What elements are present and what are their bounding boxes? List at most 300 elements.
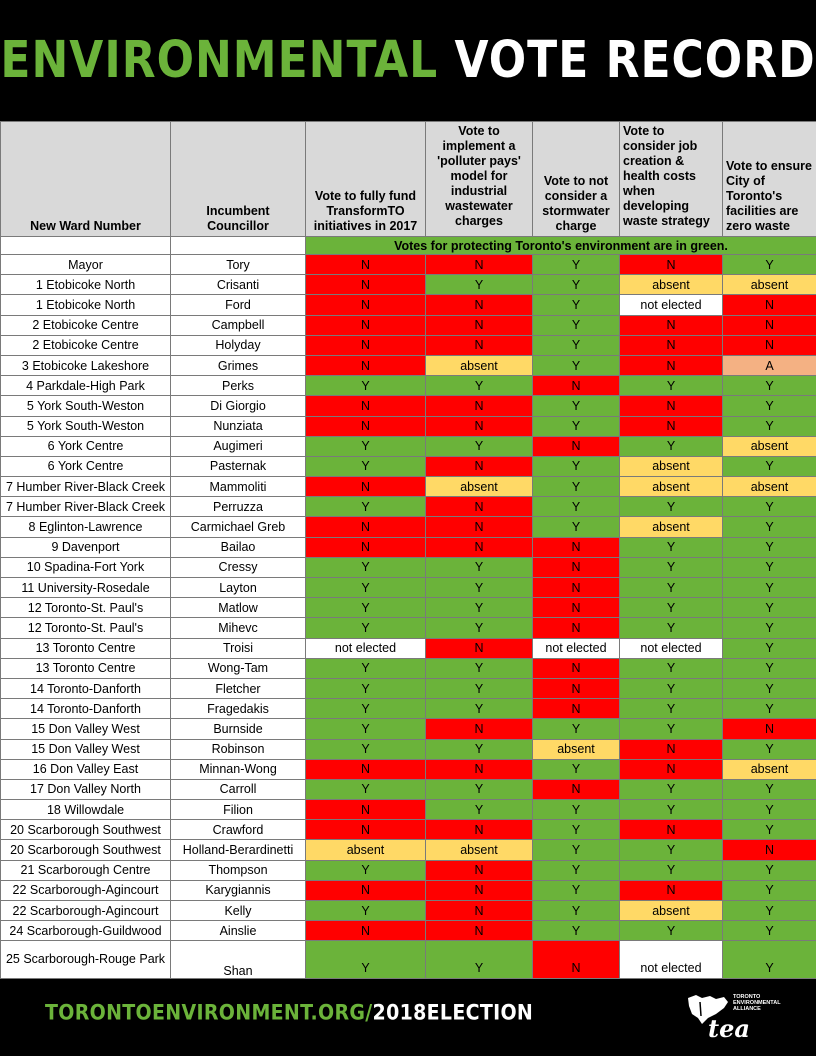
table-row <box>1 436 816 456</box>
vote-cell: N <box>723 840 816 860</box>
vote-cell: Y <box>306 557 426 577</box>
vote-cell: N <box>620 739 723 759</box>
vote-cell: Y <box>306 658 426 678</box>
vote-cell: Y <box>426 779 533 799</box>
councillor-cell: Fletcher <box>171 678 306 698</box>
councillor-cell: Holland-Berardinetti <box>171 840 306 860</box>
vote-cell: N <box>306 477 426 497</box>
ward-cell: 3 Etobicoke Lakeshore <box>1 355 171 375</box>
councillor-cell: Burnside <box>171 719 306 739</box>
ward-cell: 6 York Centre <box>1 456 171 476</box>
vote-cell: Y <box>306 436 426 456</box>
vote-cell: Y <box>723 901 816 921</box>
vote-cell: Y <box>620 658 723 678</box>
legend-row <box>1 237 816 255</box>
vote-cell: absent <box>426 840 533 860</box>
ward-cell: 18 Willowdale <box>1 800 171 820</box>
vote-cell: Y <box>533 497 620 517</box>
ward-cell: 25 Scarborough-Rouge Park <box>1 941 171 979</box>
vote-cell: N <box>723 719 816 739</box>
table-row <box>1 578 816 598</box>
ward-cell: 15 Don Valley West <box>1 719 171 739</box>
vote-cell: Y <box>533 901 620 921</box>
vote-cell: absent <box>620 275 723 295</box>
vote-cell: Y <box>723 800 816 820</box>
ward-cell: 21 Scarborough Centre <box>1 860 171 880</box>
vote-cell: Y <box>533 880 620 900</box>
vote-cell: N <box>306 335 426 355</box>
ward-cell: 22 Scarborough-Agincourt <box>1 901 171 921</box>
vote-cell: not elected <box>533 638 620 658</box>
vote-cell: Y <box>620 678 723 698</box>
vote-cell: N <box>620 355 723 375</box>
councillor-cell: Carroll <box>171 779 306 799</box>
table-row <box>1 800 816 820</box>
vote-cell: Y <box>723 497 816 517</box>
organization-name: TORONTO ENVIRONMENTAL ALLIANCE <box>733 994 781 1012</box>
vote-cell: N <box>306 517 426 537</box>
campaign-url-domain: TORONTOENVIRONMENT.ORG/ <box>45 1000 373 1026</box>
vote-cell: Y <box>426 800 533 820</box>
vote-cell: Y <box>723 638 816 658</box>
councillor-cell: Mammoliti <box>171 477 306 497</box>
vote-cell: N <box>426 921 533 941</box>
table-row <box>1 941 816 979</box>
ward-cell: 17 Don Valley North <box>1 779 171 799</box>
table-row <box>1 860 816 880</box>
tea-wordmark: tea <box>708 1014 750 1043</box>
table-row <box>1 901 816 921</box>
vote-cell: Y <box>620 557 723 577</box>
vote-cell: Y <box>533 477 620 497</box>
vote-cell: N <box>306 275 426 295</box>
vote-cell: Y <box>306 497 426 517</box>
vote-cell: N <box>306 820 426 840</box>
table-row <box>1 840 816 860</box>
councillor-cell: Minnan-Wong <box>171 759 306 779</box>
vote-cell: absent <box>426 355 533 375</box>
ward-cell: 22 Scarborough-Agincourt <box>1 880 171 900</box>
table-row <box>1 315 816 335</box>
vote-cell: N <box>533 699 620 719</box>
column-header-vote-4: Vote to consider job creation & health costs when developing waste strategy <box>620 122 723 237</box>
ward-cell: 13 Toronto Centre <box>1 638 171 658</box>
table-row <box>1 335 816 355</box>
vote-cell: Y <box>426 436 533 456</box>
vote-cell: Y <box>723 860 816 880</box>
councillor-cell: Grimes <box>171 355 306 375</box>
table-row <box>1 295 816 315</box>
vote-cell: Y <box>306 699 426 719</box>
vote-cell: N <box>426 901 533 921</box>
ward-cell: 20 Scarborough Southwest <box>1 840 171 860</box>
vote-cell: Y <box>306 598 426 618</box>
councillor-cell: Perruzza <box>171 497 306 517</box>
councillor-cell: Augimeri <box>171 436 306 456</box>
table-row <box>1 517 816 537</box>
vote-cell: Y <box>533 315 620 335</box>
vote-cell: Y <box>533 517 620 537</box>
councillor-cell: Crawford <box>171 820 306 840</box>
vote-cell: N <box>306 355 426 375</box>
vote-cell: Y <box>723 739 816 759</box>
ward-cell: 5 York South-Weston <box>1 416 171 436</box>
vote-cell: N <box>306 759 426 779</box>
vote-cell: Y <box>620 840 723 860</box>
ward-cell: 7 Humber River-Black Creek <box>1 497 171 517</box>
vote-cell: Y <box>723 578 816 598</box>
vote-cell: Y <box>533 275 620 295</box>
vote-cell: N <box>620 759 723 779</box>
vote-cell: Y <box>620 497 723 517</box>
vote-cell: Y <box>426 941 533 979</box>
vote-cell: N <box>306 255 426 275</box>
vote-cell: A <box>723 355 816 375</box>
vote-cell: Y <box>426 598 533 618</box>
ward-cell: 7 Humber River-Black Creek <box>1 477 171 497</box>
vote-cell: Y <box>620 921 723 941</box>
vote-cell: N <box>426 315 533 335</box>
vote-cell: Y <box>723 416 816 436</box>
vote-cell: Y <box>620 719 723 739</box>
vote-cell: N <box>426 416 533 436</box>
vote-cell: N <box>723 295 816 315</box>
vote-cell: Y <box>620 779 723 799</box>
councillor-cell: Tory <box>171 255 306 275</box>
vote-cell: N <box>426 638 533 658</box>
vote-cell: not elected <box>620 638 723 658</box>
table-row <box>1 921 816 941</box>
ward-cell: 16 Don Valley East <box>1 759 171 779</box>
column-header-vote-3: Vote to not consider a stormwater charge <box>533 122 620 237</box>
vote-cell: N <box>620 255 723 275</box>
title-part-vote-record: VOTE RECORD <box>454 30 816 90</box>
table-row <box>1 638 816 658</box>
ward-cell: 10 Spadina-Fort York <box>1 557 171 577</box>
vote-cell: N <box>533 779 620 799</box>
vote-cell: N <box>620 396 723 416</box>
ward-cell: 24 Scarborough-Guildwood <box>1 921 171 941</box>
vote-cell: N <box>306 880 426 900</box>
vote-cell: Y <box>723 820 816 840</box>
vote-cell: Y <box>533 456 620 476</box>
councillor-cell: Matlow <box>171 598 306 618</box>
vote-cell: N <box>306 315 426 335</box>
vote-cell: absent <box>723 275 816 295</box>
vote-cell: N <box>306 921 426 941</box>
vote-cell: Y <box>723 658 816 678</box>
vote-cell: Y <box>533 860 620 880</box>
vote-cell: N <box>426 396 533 416</box>
title-banner <box>0 0 816 120</box>
vote-cell: N <box>620 820 723 840</box>
councillor-cell: Troisi <box>171 638 306 658</box>
vote-cell: Y <box>723 921 816 941</box>
vote-cell: Y <box>533 800 620 820</box>
vote-cell: Y <box>533 295 620 315</box>
vote-cell: Y <box>306 941 426 979</box>
councillor-cell: Wong-Tam <box>171 658 306 678</box>
vote-cell: Y <box>533 820 620 840</box>
councillor-cell: Cressy <box>171 557 306 577</box>
vote-cell: Y <box>426 678 533 698</box>
vote-cell: Y <box>723 779 816 799</box>
vote-cell: not elected <box>620 295 723 315</box>
vote-cell: N <box>533 941 620 979</box>
councillor-cell: Karygiannis <box>171 880 306 900</box>
councillor-cell: Holyday <box>171 335 306 355</box>
vote-cell: N <box>426 517 533 537</box>
vote-cell: absent <box>620 477 723 497</box>
campaign-url[interactable] <box>45 1001 533 1025</box>
ward-cell: 4 Parkdale-High Park <box>1 376 171 396</box>
column-header-vote-5: Vote to ensure City of Toronto's facilities are zero waste <box>723 122 816 237</box>
table-row <box>1 719 816 739</box>
vote-cell: Y <box>723 255 816 275</box>
vote-cell: Y <box>620 537 723 557</box>
vote-cell: Y <box>620 699 723 719</box>
page-title <box>0 31 815 90</box>
vote-cell: Y <box>533 759 620 779</box>
vote-cell: Y <box>426 376 533 396</box>
vote-rows <box>1 255 816 979</box>
councillor-cell: Pasternak <box>171 456 306 476</box>
vote-cell: Y <box>533 396 620 416</box>
ward-cell: 12 Toronto-St. Paul's <box>1 598 171 618</box>
vote-cell: Y <box>533 416 620 436</box>
vote-cell: N <box>533 578 620 598</box>
table-row <box>1 275 816 295</box>
vote-cell: N <box>306 396 426 416</box>
vote-cell: N <box>533 618 620 638</box>
vote-cell: N <box>426 820 533 840</box>
ward-cell: 11 University-Rosedale <box>1 578 171 598</box>
vote-cell: Y <box>533 921 620 941</box>
ward-cell: 6 York Centre <box>1 436 171 456</box>
table-row <box>1 739 816 759</box>
vote-cell: N <box>620 880 723 900</box>
table-row <box>1 678 816 698</box>
vote-record-sheet <box>0 121 816 979</box>
vote-cell: Y <box>306 901 426 921</box>
vote-cell: Y <box>723 941 816 979</box>
vote-cell: Y <box>306 578 426 598</box>
vote-cell: Y <box>620 598 723 618</box>
vote-cell: Y <box>723 699 816 719</box>
table-row <box>1 820 816 840</box>
vote-cell: N <box>533 678 620 698</box>
vote-cell: Y <box>426 275 533 295</box>
vote-cell: not elected <box>620 941 723 979</box>
councillor-cell: Mihevc <box>171 618 306 638</box>
ward-cell: 5 York South-Weston <box>1 396 171 416</box>
vote-cell: Y <box>533 255 620 275</box>
vote-cell: N <box>306 295 426 315</box>
column-header-ward: New Ward Number <box>1 122 171 237</box>
councillor-cell: Perks <box>171 376 306 396</box>
vote-cell: absent <box>533 739 620 759</box>
councillor-cell: Crisanti <box>171 275 306 295</box>
vote-cell: N <box>306 537 426 557</box>
vote-cell: Y <box>723 376 816 396</box>
title-part-environmental: ENVIRONMENTAL <box>0 30 439 90</box>
vote-cell: Y <box>306 618 426 638</box>
councillor-cell: Layton <box>171 578 306 598</box>
vote-cell: not elected <box>306 638 426 658</box>
vote-cell: absent <box>306 840 426 860</box>
column-header-vote-1: Vote to fully fund TransformTO initiatives in 2017 <box>306 122 426 237</box>
table-row <box>1 537 816 557</box>
councillor-cell: Carmichael Greb <box>171 517 306 537</box>
vote-cell: N <box>426 295 533 315</box>
councillor-cell: Kelly <box>171 901 306 921</box>
vote-cell: Y <box>306 779 426 799</box>
vote-cell: Y <box>306 719 426 739</box>
vote-cell: Y <box>306 678 426 698</box>
ward-cell: 2 Etobicoke Centre <box>1 335 171 355</box>
vote-cell: Y <box>533 719 620 739</box>
table-row <box>1 255 816 275</box>
vote-cell: N <box>306 416 426 436</box>
table-row <box>1 355 816 375</box>
vote-record-table <box>0 121 816 979</box>
vote-cell: Y <box>620 376 723 396</box>
vote-cell: Y <box>723 537 816 557</box>
campaign-url-path: 2018ELECTION <box>372 1000 534 1026</box>
vote-cell: N <box>533 557 620 577</box>
table-row <box>1 477 816 497</box>
table-row <box>1 416 816 436</box>
column-header-vote-2: Vote to implement a 'polluter pays' model for industrial wastewater charges <box>426 122 533 237</box>
table-row <box>1 759 816 779</box>
ward-cell: 13 Toronto Centre <box>1 658 171 678</box>
councillor-cell: Ainslie <box>171 921 306 941</box>
vote-cell: Y <box>723 557 816 577</box>
table-row <box>1 618 816 638</box>
vote-cell: Y <box>426 618 533 638</box>
vote-cell: Y <box>426 557 533 577</box>
councillor-cell: Fragedakis <box>171 699 306 719</box>
vote-cell: N <box>426 860 533 880</box>
vote-cell: absent <box>723 436 816 456</box>
table-row <box>1 880 816 900</box>
column-header-councillor: Incumbent Councillor <box>171 122 306 237</box>
councillor-cell: Robinson <box>171 739 306 759</box>
vote-cell: Y <box>306 860 426 880</box>
vote-cell: N <box>426 759 533 779</box>
vote-cell: absent <box>620 456 723 476</box>
ward-cell: 1 Etobicoke North <box>1 295 171 315</box>
vote-cell: N <box>426 255 533 275</box>
vote-cell: Y <box>426 658 533 678</box>
councillor-cell: Bailao <box>171 537 306 557</box>
councillor-cell: Ford <box>171 295 306 315</box>
vote-cell: Y <box>426 699 533 719</box>
vote-cell: N <box>533 436 620 456</box>
table-row <box>1 456 816 476</box>
vote-cell: Y <box>723 517 816 537</box>
table-row <box>1 658 816 678</box>
vote-cell: absent <box>723 759 816 779</box>
table-row <box>1 376 816 396</box>
ward-cell: 8 Eglinton-Lawrence <box>1 517 171 537</box>
ward-cell: Mayor <box>1 255 171 275</box>
vote-cell: Y <box>306 376 426 396</box>
vote-cell: N <box>426 719 533 739</box>
vote-cell: absent <box>620 517 723 537</box>
green-legend-note: Votes for protecting Toronto's environment are in green. <box>306 237 816 255</box>
vote-cell: Y <box>620 618 723 638</box>
ward-cell: 2 Etobicoke Centre <box>1 315 171 335</box>
ward-cell: 12 Toronto-St. Paul's <box>1 618 171 638</box>
tea-logo <box>686 992 796 1044</box>
councillor-cell: Nunziata <box>171 416 306 436</box>
councillor-cell: Thompson <box>171 860 306 880</box>
ward-cell: 1 Etobicoke North <box>1 275 171 295</box>
vote-cell: N <box>533 658 620 678</box>
vote-cell: N <box>426 880 533 900</box>
vote-cell: Y <box>620 800 723 820</box>
vote-cell: Y <box>620 860 723 880</box>
councillor-cell: Filion <box>171 800 306 820</box>
vote-cell: absent <box>426 477 533 497</box>
vote-cell: N <box>426 335 533 355</box>
vote-cell: Y <box>533 840 620 860</box>
vote-cell: N <box>426 537 533 557</box>
table-row <box>1 598 816 618</box>
councillor-cell: Di Giorgio <box>171 396 306 416</box>
ward-cell: 9 Davenport <box>1 537 171 557</box>
table-row <box>1 779 816 799</box>
vote-cell: absent <box>723 477 816 497</box>
vote-cell: Y <box>620 578 723 598</box>
vote-cell: N <box>533 376 620 396</box>
vote-cell: Y <box>306 456 426 476</box>
vote-cell: absent <box>620 901 723 921</box>
vote-cell: N <box>426 497 533 517</box>
table-row <box>1 497 816 517</box>
ward-cell: 14 Toronto-Danforth <box>1 678 171 698</box>
vote-cell: Y <box>723 678 816 698</box>
vote-cell: N <box>306 800 426 820</box>
ward-cell: 15 Don Valley West <box>1 739 171 759</box>
column-header-row <box>1 122 816 237</box>
vote-cell: N <box>620 416 723 436</box>
vote-cell: N <box>426 456 533 476</box>
vote-cell: N <box>620 335 723 355</box>
vote-cell: Y <box>426 578 533 598</box>
table-row <box>1 699 816 719</box>
vote-cell: N <box>723 335 816 355</box>
vote-cell: Y <box>723 598 816 618</box>
table-row <box>1 396 816 416</box>
councillor-cell: Shan <box>171 941 306 979</box>
vote-cell: Y <box>533 335 620 355</box>
councillor-cell: Campbell <box>171 315 306 335</box>
vote-cell: Y <box>620 436 723 456</box>
vote-cell: Y <box>723 396 816 416</box>
vote-cell: Y <box>426 739 533 759</box>
ward-cell: 14 Toronto-Danforth <box>1 699 171 719</box>
vote-cell: Y <box>723 880 816 900</box>
table-row <box>1 557 816 577</box>
ward-cell: 20 Scarborough Southwest <box>1 820 171 840</box>
vote-cell: N <box>723 315 816 335</box>
vote-cell: N <box>533 537 620 557</box>
vote-cell: N <box>620 315 723 335</box>
vote-cell: Y <box>533 355 620 375</box>
vote-cell: Y <box>723 618 816 638</box>
